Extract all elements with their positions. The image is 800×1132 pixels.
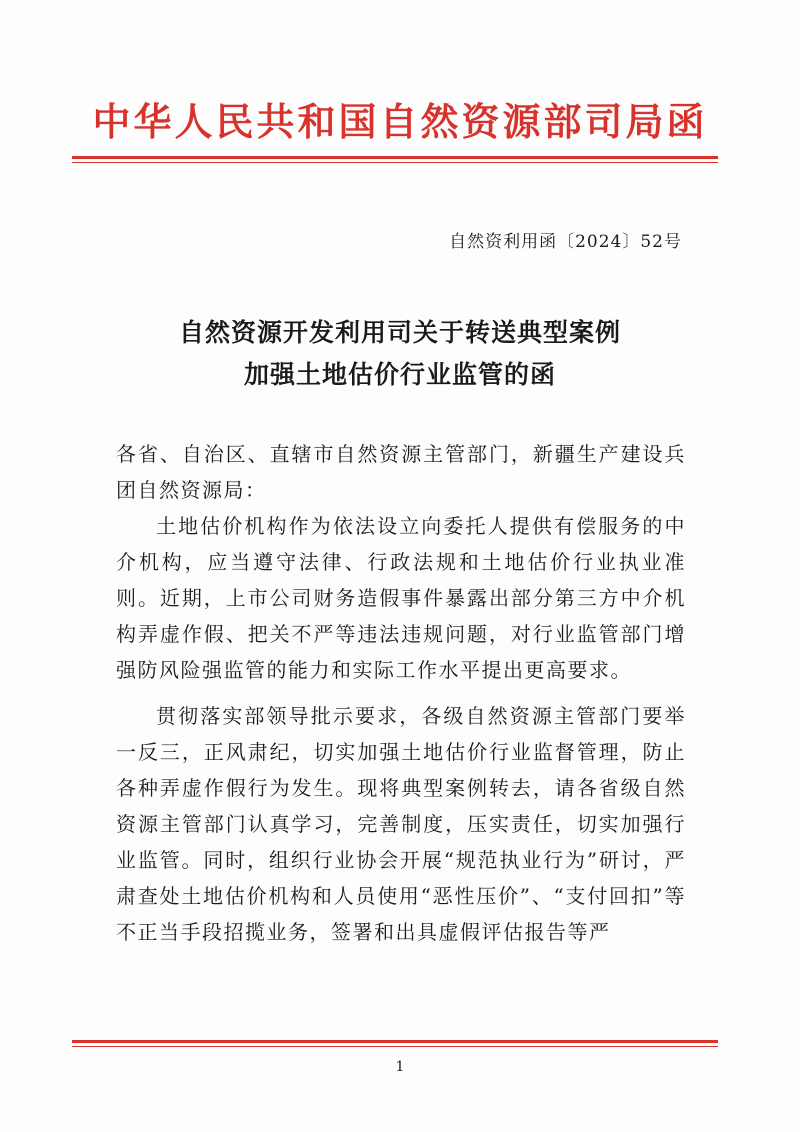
red-rule-thin-line [72, 162, 718, 163]
red-rule-thick-line [72, 156, 718, 159]
body-paragraph-2: 贯彻落实部领导批示要求，各级自然资源主管部门要举一反三，正风肃纪，切实加强土地估价行业监督管理，防止各种弄虚作假行为发生。现将典型案例转去，请各省级自然资源主管部门认真学习，完善制度，压实责任，切实加强行业监管。同时，组织行业协会开展“规范执业行为”研讨，严肃查处土地估价机构和人员使用“恶性压价”、“支付回扣”等不正当手段招揽业务，签署和出具虚假评估报告等严 [116, 704, 686, 944]
footer-red-rule [72, 1040, 718, 1047]
masthead-red-rule [72, 156, 718, 163]
document-title-line-1: 自然资源开发利用司关于转送典型案例 [178, 318, 621, 347]
footer-rule-thick-line [72, 1040, 718, 1043]
document-body [116, 436, 686, 950]
document-title-line-2: 加强土地估价行业监管的函 [243, 360, 556, 389]
masthead-title: 中华人民共和国自然资源部司局函 [92, 99, 708, 144]
body-paragraph-1: 土地估价机构作为依法设立向委托人提供有偿服务的中介机构，应当遵守法律、行政法规和土地估价行业执业准则。近期，上市公司财务造假事件暴露出部分第三方中介机构弄虚作假、把关不严等违法违规问题，对行业监管部门增强防风险强监管的能力和实际工作水平提出更高要求。 [116, 514, 686, 682]
footer-rule-thin-line [72, 1046, 718, 1047]
document-number: 自然资利用函〔2024〕52号 [449, 232, 682, 252]
document-title [0, 312, 800, 396]
salutation: 各省、自治区、直辖市自然资源主管部门，新疆生产建设兵团自然资源局： [116, 442, 686, 502]
page-number: 1 [395, 1059, 405, 1075]
